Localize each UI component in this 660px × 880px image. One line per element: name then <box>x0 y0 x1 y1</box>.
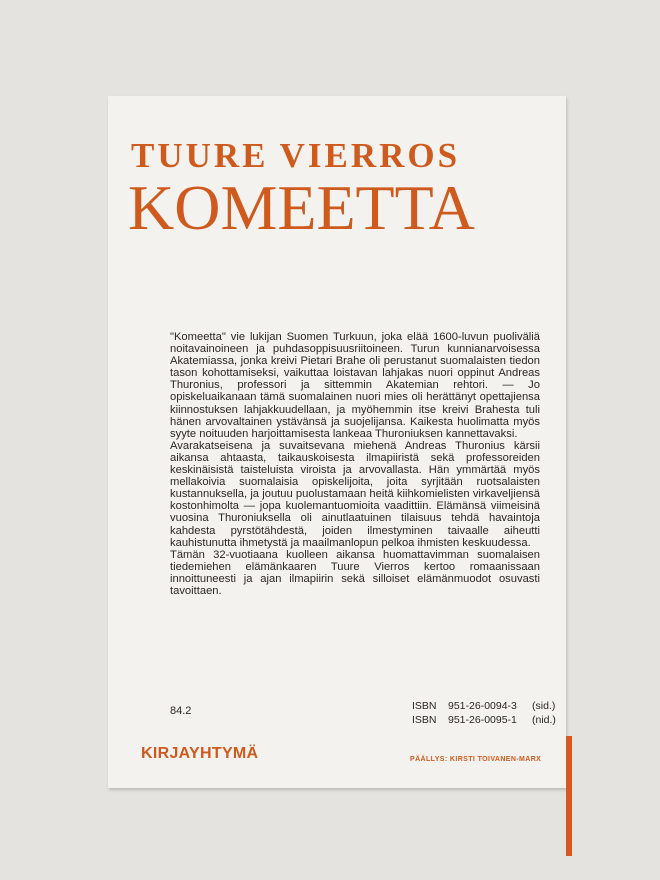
class-code: 84.2 <box>170 705 192 717</box>
isbn-number: 951-26-0095-1 <box>448 713 517 726</box>
isbn-row <box>412 714 556 728</box>
blurb-paragraph: Avarakatseisena ja suvaitsevana miehenä Andreas Thuronius kärsii aikansa ahtaasta, taikauskoisesta ilmapiiristä sekä professoreiden keskinäisistä taisteluista viroista ja arvovallasta. Hän ymmärtää myös mellakoivia suomalaisia opiskelijoita, joita syrjitään ruotsalaisten kustannuksella, ja joutuu puolustamaan heitä kiihkomielisten virkaveljiensä kostonhimolta — jopa kuolemantuomioita vaadittiin. Elämänsä viimeisinä vuosina Thuroniuksella oli ainutlaatuinen tilaisuus tehdä havaintoja kahdesta pyrstötähdestä, joiden ilmestyminen taivaalle aiheutti kauhistunutta ihmetystä ja maailmanlopun pelkoa ihmisten keskuudessa. <box>170 439 540 549</box>
author-name: TUURE VIERROS <box>131 136 461 175</box>
publisher-logo: KIRJAYHTYMÄ <box>141 745 259 762</box>
book-title: KOMEETTA <box>128 172 475 243</box>
cover-credit: PÄÄLLYS: KIRSTI TOIVANEN-MARX <box>410 756 542 763</box>
spine-edge <box>566 736 572 856</box>
isbn-binding: (nid.) <box>532 713 556 726</box>
isbn-row <box>412 700 556 714</box>
isbn-label: ISBN <box>412 713 437 726</box>
blurb-paragraph: "Komeetta" vie lukijan Suomen Turkuun, joka elää 1600-luvun puoliväliä noitavainoineen ja puhdasoppisuusriitoineen. Turun kunnianarvoisessa Akatemiassa, jonka kreivi Pietari Brahe oli perustanut suomalaisten tiedon tason kohottamiseksi, vaikuttaa loistavan lahjakas nuori oppinut Andreas Thuronius, professori ja sittemmin Akatemian rehtori. — Jo opiskeluaikanaan tämä suomalainen nuori mies oli herättänyt opettajiensa kiinnostuksen lahjakkuudellaan, ja myöhemmin itse kreivi Brahesta tuli hänen arvovaltainen ystävänsä ja suojelijansa. Kaikesta huolimatta myös syyte noituuden harjoittamisesta lankeaa Thuroniuksen kannettavaksi. <box>170 331 540 440</box>
isbn-number: 951-26-0094-3 <box>448 700 517 712</box>
blurb-paragraph: Tämän 32-vuotiaana kuolleen aikansa huomattavimman suomalaisen tiedemiehen elämänkaaren Tuure Vierros kertoo romaanissaan innoittuneesti ja ajan ilmapiirin sekä silloiset elämänmuodot osuvasti tavoittaen. <box>170 548 540 597</box>
blurb-text <box>170 331 540 597</box>
isbn-binding: (sid.) <box>532 700 556 712</box>
isbn-label: ISBN <box>412 700 437 712</box>
book-back-cover <box>108 96 566 788</box>
isbn-block <box>412 700 556 727</box>
